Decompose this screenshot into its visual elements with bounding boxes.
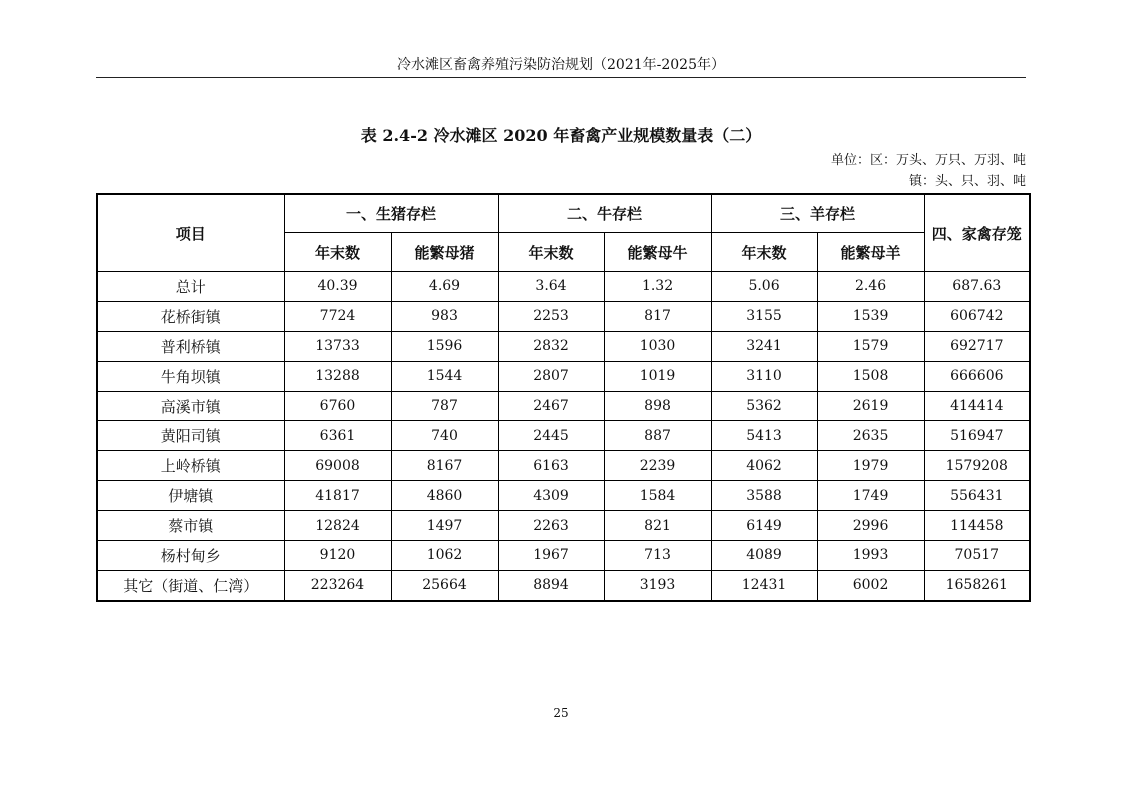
table-row — [97, 481, 1030, 511]
cell-pig-sow: 8167 — [391, 451, 498, 481]
cell-pig-year-end: 223264 — [284, 570, 391, 600]
cell-pig-sow: 740 — [391, 421, 498, 451]
cell-sheep-year-end: 4062 — [711, 451, 817, 481]
cell-pig-year-end: 13288 — [284, 361, 391, 391]
cell-cattle-cow: 1.32 — [604, 272, 711, 302]
cell-sheep-ewe: 1749 — [817, 481, 924, 511]
cell-cattle-year-end: 2807 — [498, 361, 604, 391]
cell-cattle-cow: 713 — [604, 541, 711, 571]
cell-sheep-ewe: 1993 — [817, 541, 924, 571]
cell-sheep-year-end: 5362 — [711, 391, 817, 421]
cell-pig-sow: 4860 — [391, 481, 498, 511]
cell-pig-sow: 983 — [391, 301, 498, 331]
cell-sheep-ewe: 2.46 — [817, 272, 924, 302]
cell-sheep-ewe: 1508 — [817, 361, 924, 391]
unit-line-town: 镇：头、只、羽、吨 — [908, 174, 1026, 189]
row-name: 总计 — [97, 272, 284, 302]
row-name: 杨村甸乡 — [97, 541, 284, 571]
cell-sheep-ewe: 1579 — [817, 331, 924, 361]
cell-sheep-ewe: 6002 — [817, 570, 924, 600]
cell-sheep-year-end: 6149 — [711, 511, 817, 541]
table-row — [97, 331, 1030, 361]
cell-cattle-year-end: 2467 — [498, 391, 604, 421]
cell-sheep-ewe: 2996 — [817, 511, 924, 541]
table-row — [97, 391, 1030, 421]
cell-cattle-year-end: 8894 — [498, 570, 604, 600]
header-row-groups — [97, 194, 1030, 233]
row-name: 高溪市镇 — [97, 391, 284, 421]
header-cattle-year-end: 年末数 — [498, 233, 604, 272]
table-row — [97, 570, 1030, 600]
table-row — [97, 421, 1030, 451]
cell-sheep-year-end: 12431 — [711, 570, 817, 600]
header-cattle-cow: 能繁母牛 — [604, 233, 711, 272]
header-sheep-ewe: 能繁母羊 — [817, 233, 924, 272]
cell-pig-year-end: 41817 — [284, 481, 391, 511]
header-item: 项目 — [97, 194, 284, 272]
row-name: 蔡市镇 — [97, 511, 284, 541]
cell-pig-year-end: 12824 — [284, 511, 391, 541]
cell-cattle-cow: 898 — [604, 391, 711, 421]
row-name: 普利桥镇 — [97, 331, 284, 361]
header-group-cattle: 二、牛存栏 — [498, 194, 711, 233]
cell-pig-sow: 787 — [391, 391, 498, 421]
running-header: 冷水滩区畜禽养殖污染防治规划（2021年-2025年） — [397, 57, 725, 73]
cell-cattle-cow: 821 — [604, 511, 711, 541]
table-row — [97, 361, 1030, 391]
cell-cattle-cow: 887 — [604, 421, 711, 451]
header-group-pig: 一、生猪存栏 — [284, 194, 498, 233]
row-name: 上岭桥镇 — [97, 451, 284, 481]
table-row — [97, 511, 1030, 541]
table-title: 表 2.4-2 冷水滩区 2020 年畜禽产业规模数量表（二） — [360, 126, 762, 145]
cell-cattle-year-end: 2445 — [498, 421, 604, 451]
row-name: 花桥街镇 — [97, 301, 284, 331]
cell-pig-year-end: 6760 — [284, 391, 391, 421]
cell-poultry: 556431 — [924, 481, 1030, 511]
table-row — [97, 541, 1030, 571]
cell-cattle-cow: 1019 — [604, 361, 711, 391]
cell-pig-sow: 1544 — [391, 361, 498, 391]
cell-poultry: 70517 — [924, 541, 1030, 571]
cell-poultry: 114458 — [924, 511, 1030, 541]
cell-cattle-cow: 1030 — [604, 331, 711, 361]
row-name: 其它（街道、仁湾） — [97, 570, 284, 600]
cell-cattle-year-end: 1967 — [498, 541, 604, 571]
page-number: 25 — [553, 706, 569, 720]
cell-pig-year-end: 7724 — [284, 301, 391, 331]
cell-sheep-year-end: 3110 — [711, 361, 817, 391]
cell-cattle-cow: 1584 — [604, 481, 711, 511]
cell-pig-sow: 1062 — [391, 541, 498, 571]
cell-sheep-year-end: 3241 — [711, 331, 817, 361]
header-rule — [96, 77, 1026, 78]
cell-cattle-year-end: 3.64 — [498, 272, 604, 302]
table-row — [97, 451, 1030, 481]
header-sheep-year-end: 年末数 — [711, 233, 817, 272]
cell-poultry: 687.63 — [924, 272, 1030, 302]
cell-poultry: 516947 — [924, 421, 1030, 451]
table-row — [97, 301, 1030, 331]
cell-poultry: 606742 — [924, 301, 1030, 331]
cell-poultry: 1579208 — [924, 451, 1030, 481]
cell-sheep-year-end: 5413 — [711, 421, 817, 451]
cell-cattle-cow: 3193 — [604, 570, 711, 600]
cell-pig-sow: 1596 — [391, 331, 498, 361]
header-pig-year-end: 年末数 — [284, 233, 391, 272]
header-group-sheep: 三、羊存栏 — [711, 194, 924, 233]
unit-line-district: 单位：区：万头、万只、万羽、吨 — [830, 153, 1026, 168]
cell-pig-year-end: 40.39 — [284, 272, 391, 302]
cell-sheep-year-end: 4089 — [711, 541, 817, 571]
row-name: 牛角坝镇 — [97, 361, 284, 391]
cell-sheep-ewe: 1539 — [817, 301, 924, 331]
cell-pig-year-end: 6361 — [284, 421, 391, 451]
livestock-scale-table — [96, 193, 1031, 602]
cell-cattle-year-end: 2263 — [498, 511, 604, 541]
cell-cattle-cow: 817 — [604, 301, 711, 331]
cell-sheep-ewe: 2619 — [817, 391, 924, 421]
cell-poultry: 1658261 — [924, 570, 1030, 600]
cell-pig-year-end: 13733 — [284, 331, 391, 361]
row-name: 黄阳司镇 — [97, 421, 284, 451]
cell-sheep-ewe: 2635 — [817, 421, 924, 451]
cell-sheep-year-end: 3588 — [711, 481, 817, 511]
cell-pig-sow: 25664 — [391, 570, 498, 600]
cell-cattle-cow: 2239 — [604, 451, 711, 481]
cell-pig-sow: 1497 — [391, 511, 498, 541]
cell-pig-year-end: 69008 — [284, 451, 391, 481]
cell-poultry: 414414 — [924, 391, 1030, 421]
cell-pig-sow: 4.69 — [391, 272, 498, 302]
cell-cattle-year-end: 2253 — [498, 301, 604, 331]
table-row — [97, 272, 1030, 302]
cell-pig-year-end: 9120 — [284, 541, 391, 571]
header-poultry: 四、家禽存笼 — [924, 194, 1030, 272]
cell-sheep-year-end: 3155 — [711, 301, 817, 331]
cell-cattle-year-end: 4309 — [498, 481, 604, 511]
row-name: 伊塘镇 — [97, 481, 284, 511]
cell-sheep-ewe: 1979 — [817, 451, 924, 481]
header-pig-sow: 能繁母猪 — [391, 233, 498, 272]
cell-cattle-year-end: 2832 — [498, 331, 604, 361]
cell-poultry: 666606 — [924, 361, 1030, 391]
cell-cattle-year-end: 6163 — [498, 451, 604, 481]
cell-poultry: 692717 — [924, 331, 1030, 361]
cell-sheep-year-end: 5.06 — [711, 272, 817, 302]
